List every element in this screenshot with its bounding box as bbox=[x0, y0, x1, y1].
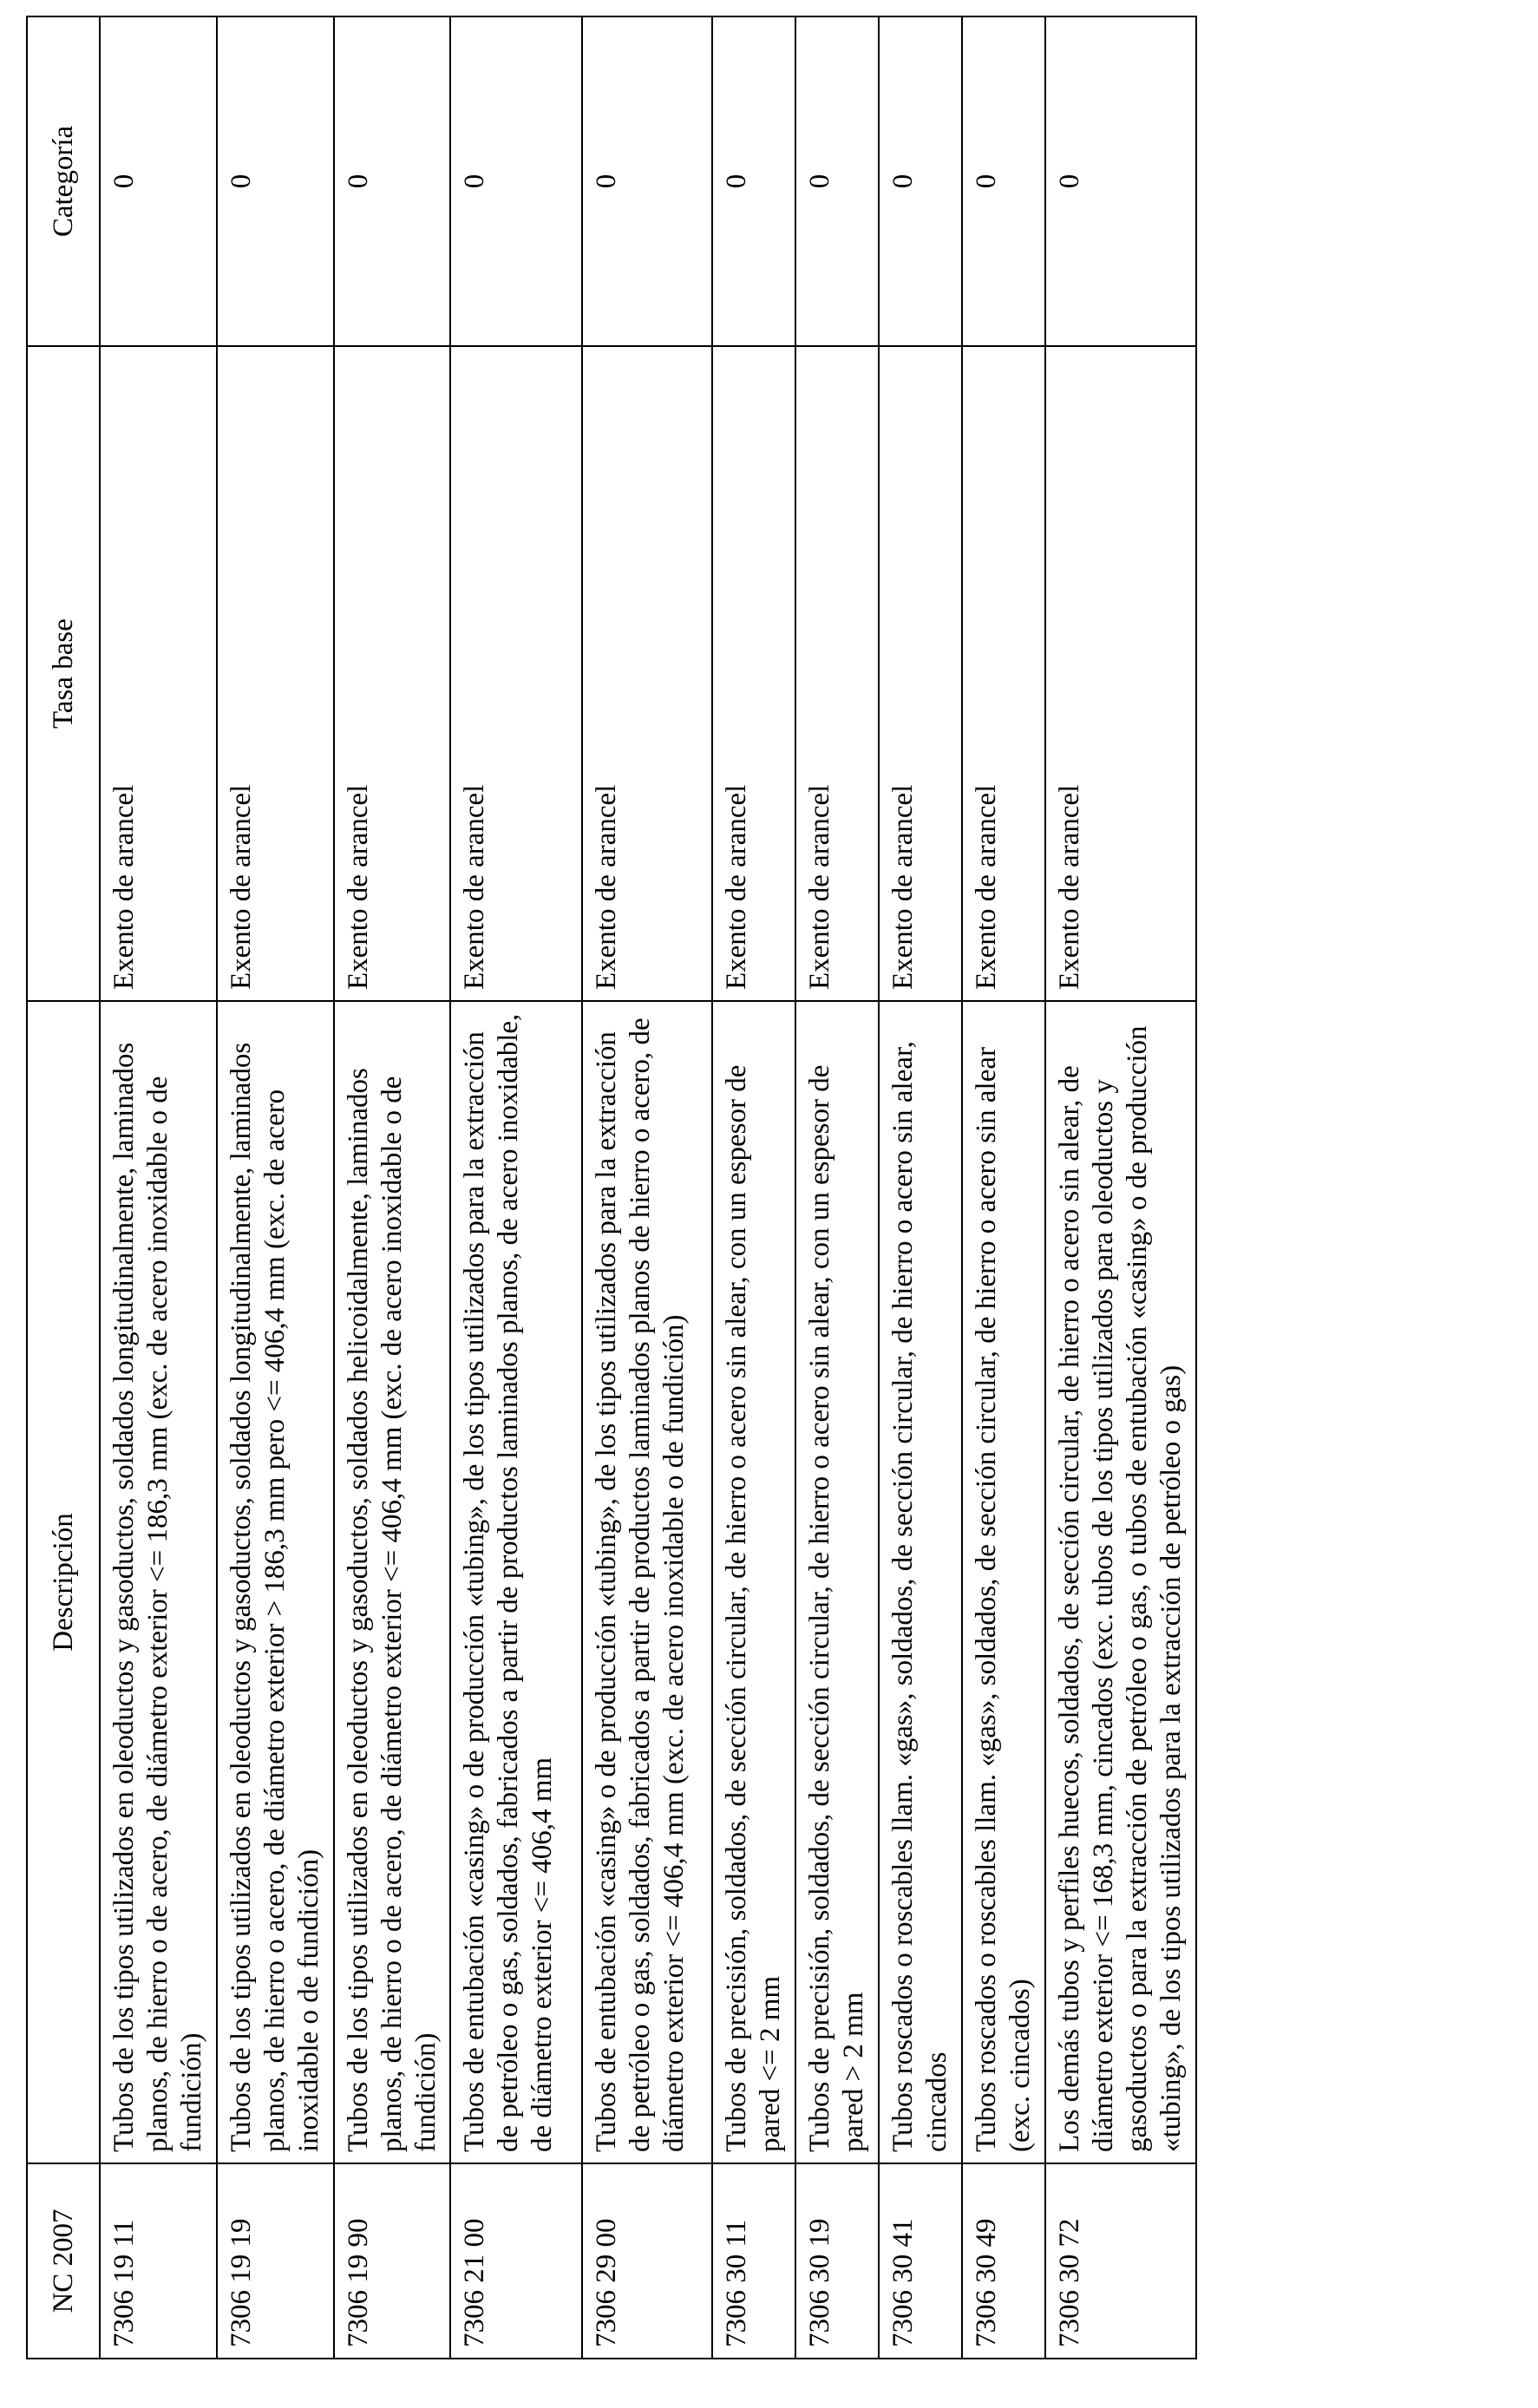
header-description: Descripción bbox=[27, 1001, 100, 2163]
rotated-page bbox=[26, 17, 1187, 2359]
row-description: Los demás tubos y perfiles huecos, soldados, de sección circular, de hierro o acero sin alear, de diámetro exterior <= 168,3 mm, cincados (exc. tubos de los tipos utilizados para oleoductos y gasoductos o para la extracción de petróleo o gas, o tubos de entubación «casing» o de producción «tubing», de los tipos utilizados para la extracción de petróleo o gas) bbox=[1045, 1001, 1196, 2163]
row-code: 7306 30 19 bbox=[795, 2163, 879, 2359]
row-category: 0 bbox=[962, 16, 1045, 346]
header-code: NC 2007 bbox=[27, 2163, 100, 2359]
table-row bbox=[1045, 16, 1196, 2359]
row-description: Tubos de entubación «casing» o de producción «tubing», de los tipos utilizados para la extracción de petróleo o gas, soldados, fabricados a partir de productos laminados planos, de acero inoxidable, de diámetro exterior <= 406,4 mm bbox=[450, 1001, 582, 2163]
row-rate: Exento de arancel bbox=[217, 346, 334, 1001]
tariff-table bbox=[26, 16, 1197, 2359]
row-code: 7306 30 11 bbox=[712, 2163, 795, 2359]
row-code: 7306 30 49 bbox=[962, 2163, 1045, 2359]
header-row bbox=[27, 16, 100, 2359]
row-description: Tubos de los tipos utilizados en oleoductos y gasoductos, soldados longitudinalmente, laminados planos, de hierro o de acero, de diámetro exterior <= 186,3 mm (exc. de acero inoxidable o de fundición) bbox=[100, 1001, 217, 2163]
row-description: Tubos roscados o roscables llam. «gas», soldados, de sección circular, de hierro o acero sin alear (exc. cincados) bbox=[962, 1001, 1045, 2163]
row-description: Tubos de entubación «casing» o de producción «tubing», de los tipos utilizados para la extracción de petróleo o gas, soldados, fabricados a partir de productos laminados planos de hierro o acero, de diámetro exterior <= 406,4 mm (exc. de acero inoxidable o de fundición) bbox=[582, 1001, 712, 2163]
table-row bbox=[450, 16, 582, 2359]
row-category: 0 bbox=[450, 16, 582, 346]
row-code: 7306 29 00 bbox=[582, 2163, 712, 2359]
row-rate: Exento de arancel bbox=[582, 346, 712, 1001]
row-rate: Exento de arancel bbox=[712, 346, 795, 1001]
row-code: 7306 19 19 bbox=[217, 2163, 334, 2359]
table-row bbox=[795, 16, 879, 2359]
table-row bbox=[712, 16, 795, 2359]
table-row bbox=[879, 16, 962, 2359]
row-rate: Exento de arancel bbox=[962, 346, 1045, 1001]
table-row bbox=[100, 16, 217, 2359]
row-rate: Exento de arancel bbox=[1045, 346, 1196, 1001]
row-rate: Exento de arancel bbox=[334, 346, 451, 1001]
row-category: 0 bbox=[795, 16, 879, 346]
header-rate: Tasa base bbox=[27, 346, 100, 1001]
row-description: Tubos de los tipos utilizados en oleoductos y gasoductos, soldados longitudinalmente, laminados planos, de hierro o acero, de diámetro exterior > 186,3 mm pero <= 406,4 mm (exc. de acero inoxidable o de fundición) bbox=[217, 1001, 334, 2163]
row-rate: Exento de arancel bbox=[450, 346, 582, 1001]
row-category: 0 bbox=[1045, 16, 1196, 346]
row-category: 0 bbox=[217, 16, 334, 346]
table-row bbox=[334, 16, 451, 2359]
row-category: 0 bbox=[582, 16, 712, 346]
table-row bbox=[582, 16, 712, 2359]
row-rate: Exento de arancel bbox=[100, 346, 217, 1001]
row-description: Tubos roscados o roscables llam. «gas», soldados, de sección circular, de hierro o acero sin alear, cincados bbox=[879, 1001, 962, 2163]
row-category: 0 bbox=[879, 16, 962, 346]
row-category: 0 bbox=[712, 16, 795, 346]
row-rate: Exento de arancel bbox=[795, 346, 879, 1001]
row-code: 7306 30 41 bbox=[879, 2163, 962, 2359]
row-rate: Exento de arancel bbox=[879, 346, 962, 1001]
row-category: 0 bbox=[334, 16, 451, 346]
row-description: Tubos de los tipos utilizados en oleoductos y gasoductos, soldados helicoidalmente, laminados planos, de hierro o de acero, de diámetro exterior <= 406,4 mm (exc. de acero inoxidable o de fundición) bbox=[334, 1001, 451, 2163]
row-description: Tubos de precisión, soldados, de sección circular, de hierro o acero sin alear, con un espesor de pared <= 2 mm bbox=[712, 1001, 795, 2163]
row-code: 7306 21 00 bbox=[450, 2163, 582, 2359]
row-code: 7306 19 11 bbox=[100, 2163, 217, 2359]
row-code: 7306 19 90 bbox=[334, 2163, 451, 2359]
row-description: Tubos de precisión, soldados, de sección circular, de hierro o acero sin alear, con un espesor de pared > 2 mm bbox=[795, 1001, 879, 2163]
row-category: 0 bbox=[100, 16, 217, 346]
table-row bbox=[217, 16, 334, 2359]
header-category: Categoría bbox=[27, 16, 100, 346]
table-row bbox=[962, 16, 1045, 2359]
row-code: 7306 30 72 bbox=[1045, 2163, 1196, 2359]
